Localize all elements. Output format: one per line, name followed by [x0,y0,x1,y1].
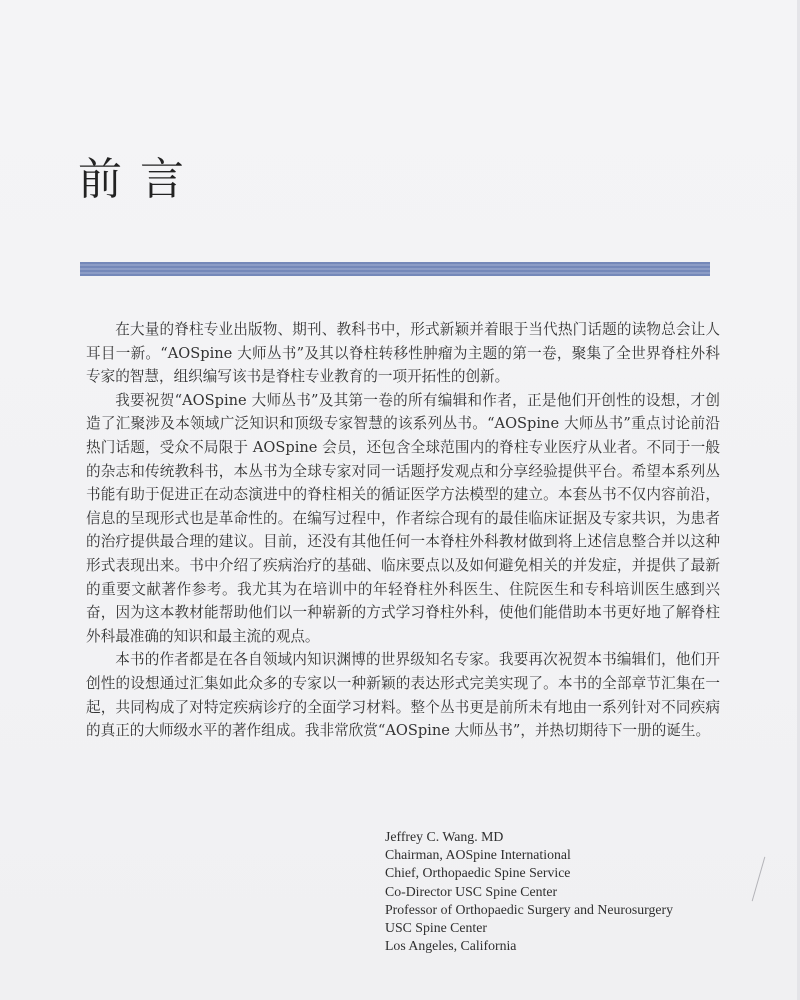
signature-line: Los Angeles, California [385,938,517,954]
signature-line: USC Spine Center [385,920,487,936]
title-rule [80,262,710,276]
signature-line: Co-Director USC Spine Center [385,883,558,899]
preface-body [86,318,720,743]
scan-margin-mark [752,857,766,901]
preface-paragraph-1: 在大量的脊柱专业出版物、期刊、教科书中，形式新颖并着眼于当代热门话题的读物总会让人耳目一新。“AOSpine 大师丛书”及其以脊柱转移性肿瘤为主题的第一卷，聚集了全世界脊柱外科专家的智慧，组织编写该书是脊柱专业教育的一项开拓性的创新。 [86,321,720,386]
signature-line: Professor of Orthopaedic Surgery and Neurosurgery [385,901,674,917]
signature-block [385,828,745,955]
signature-line: Chairman, AOSpine International [385,847,571,863]
signature-name: Jeffrey C. Wang. MD [385,829,504,844]
page-title: 前言 [78,154,202,205]
preface-paragraph-3: 本书的作者都是在各自领域内知识渊博的世界级知名专家。我要再次祝贺本书编辑们，他们开创性的设想通过汇集如此众多的专家以一种新颖的表达形式完美实现了。本书的全部章节汇集在一起，共同构成了对特定疾病诊疗的全面学习材料。整个丛书更是前所未有地由一系列针对不同疾病的真正的大师级水平的著作组成。我非常欣赏“AOSpine 大师丛书”，并热切期待下一册的诞生。 [86,651,720,740]
preface-paragraph-2: 我要祝贺“AOSpine 大师丛书”及其第一卷的所有编辑和作者，正是他们开创性的设想，才创造了汇聚涉及本领域广泛知识和顶级专家智慧的该系列丛书。“AOSpine 大师丛书”重点讨论前沿热门话题，受众不局限于 AOSpine 会员，还包含全球范围内的脊柱专业医疗从业者。不同于一般的杂志和传统教科书，本丛书为全球专家对同一话题抒发观点和分享经验提供平台。希望本系列丛书能有助于促进正在动态演进中的脊柱相关的循证医学方法模型的建立。本套丛书不仅内容前沿，信息的呈现形式也是革命性的。在编写过程中，作者综合现有的最佳临床证据及专家共识，为患者的治疗提供最合理的建议。目前，还没有其他任何一本脊柱外科教材做到将上述信息整合并以这种形式表现出来。书中介绍了疾病治疗的基础、临床要点以及如何避免相关的并发症，并提供了最新的重要文献著作参考。我尤其为在培训中的年轻脊柱外科医生、住院医生和专科培训医生感到兴奋，因为这本教材能帮助他们以一种崭新的方式学习脊柱外科，使他们能借助本书更好地了解脊柱外科最准确的知识和最主流的观点。 [86,391,720,645]
signature-line: Chief, Orthopaedic Spine Service [385,865,571,881]
